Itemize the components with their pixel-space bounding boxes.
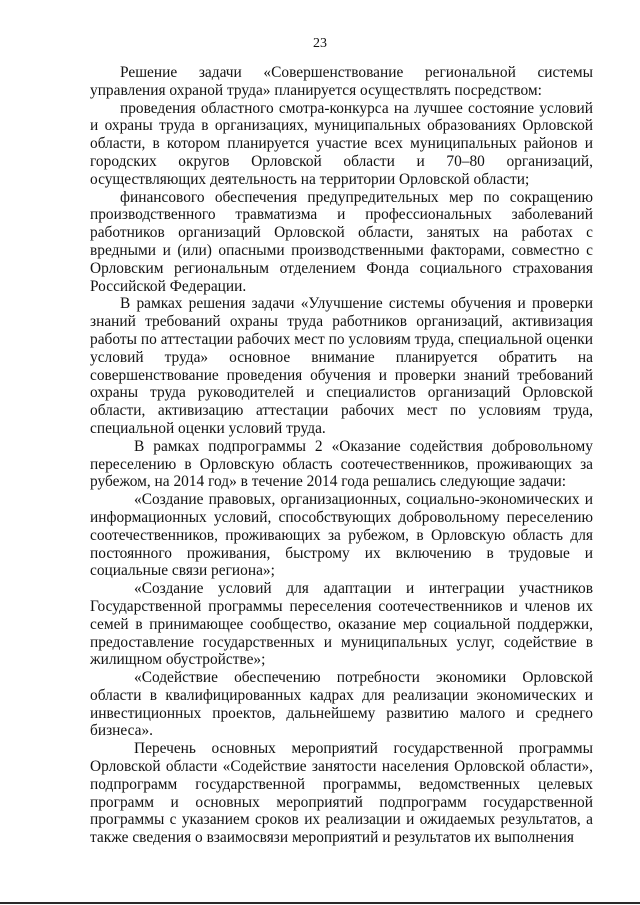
page-bottom-edge <box>0 902 640 904</box>
paragraph-subprogram-2: В рамках подпрограммы 2 «Оказание содействия добровольному переселению в Орловскую область соотечественников, проживающих за рубежом, на 2014 год» в течение 2014 года решались следующие задачи: <box>90 437 593 491</box>
paragraph-task-adaptation: «Создание условий для адаптации и интеграции участников Государственной программы переселения соотечественников и членов их семей в принимающее сообщество, оказание мер социальной поддержки, предоставление государственных и муниципальных услуг, содействие в жилищном обустройстве»; <box>90 580 593 669</box>
paragraph-task-economy: «Содействие обеспечению потребности экономики Орловской области в квалифицированных кадрах для реализации экономических и инвестиционных проектов, дальнейшему развитию малого и среднего бизнеса». <box>90 669 593 740</box>
paragraph-task-labor-safety-system: Решение задачи «Совершенствование региональной системы управления охраной труда» планируется осуществлять посредством: <box>90 64 593 99</box>
paragraph-training-task: В рамках решения задачи «Улучшение системы обучения и проверки знаний требований охраны труда работников организаций, активизация работы по аттестации рабочих мест по условиям труда, специальной оценки условий труда» основное внимание планируется обратить на совершенствование проведения обучения и проверки знаний требований охраны труда руководителей и специалистов организаций Орловской области, активизацию аттестации рабочих мест по условиям труда, специальной оценки условий труда. <box>90 295 593 437</box>
paragraph-contest: проведения областного смотра-конкурса на лучшее состояние условий и охраны труда в организациях, муниципальных образованиях Орловской области, в котором планируется участие всех муниципальных районов и городских округов Орловской области и 70–80 организаций, осуществляющих деятельность на территории Орловской области; <box>90 99 593 188</box>
paragraph-financing: финансового обеспечения предупредительных мер по сокращению производственного травматизма и профессиональных заболеваний работников организаций Орловской области, занятых на работах с вредными и (или) опасными производственными факторами, совместно с Орловским региональным отделением Фонда социального страхования Российской Федерации. <box>90 188 593 295</box>
body-text <box>90 64 593 847</box>
paragraph-task-legal-conditions: «Создание правовых, организационных, социально-экономических и информационных условий, способствующих добровольному переселению соотечественников, проживающих за рубежом, в Орловскую область для постоянного проживания, быстрому их включению в трудовые и социальные связи региона»; <box>90 491 593 580</box>
paragraph-list-of-measures: Перечень основных мероприятий государственной программы Орловской области «Содействие занятости населения Орловской области», подпрограмм государственной программы, ведомственных целевых программ и основных мероприятий подпрограмм государственной программы с указанием сроков их реализации и ожидаемых результатов, а также сведения о взаимосвязи мероприятий и результатов их выполнения <box>90 740 593 847</box>
page-number: 23 <box>313 36 327 51</box>
